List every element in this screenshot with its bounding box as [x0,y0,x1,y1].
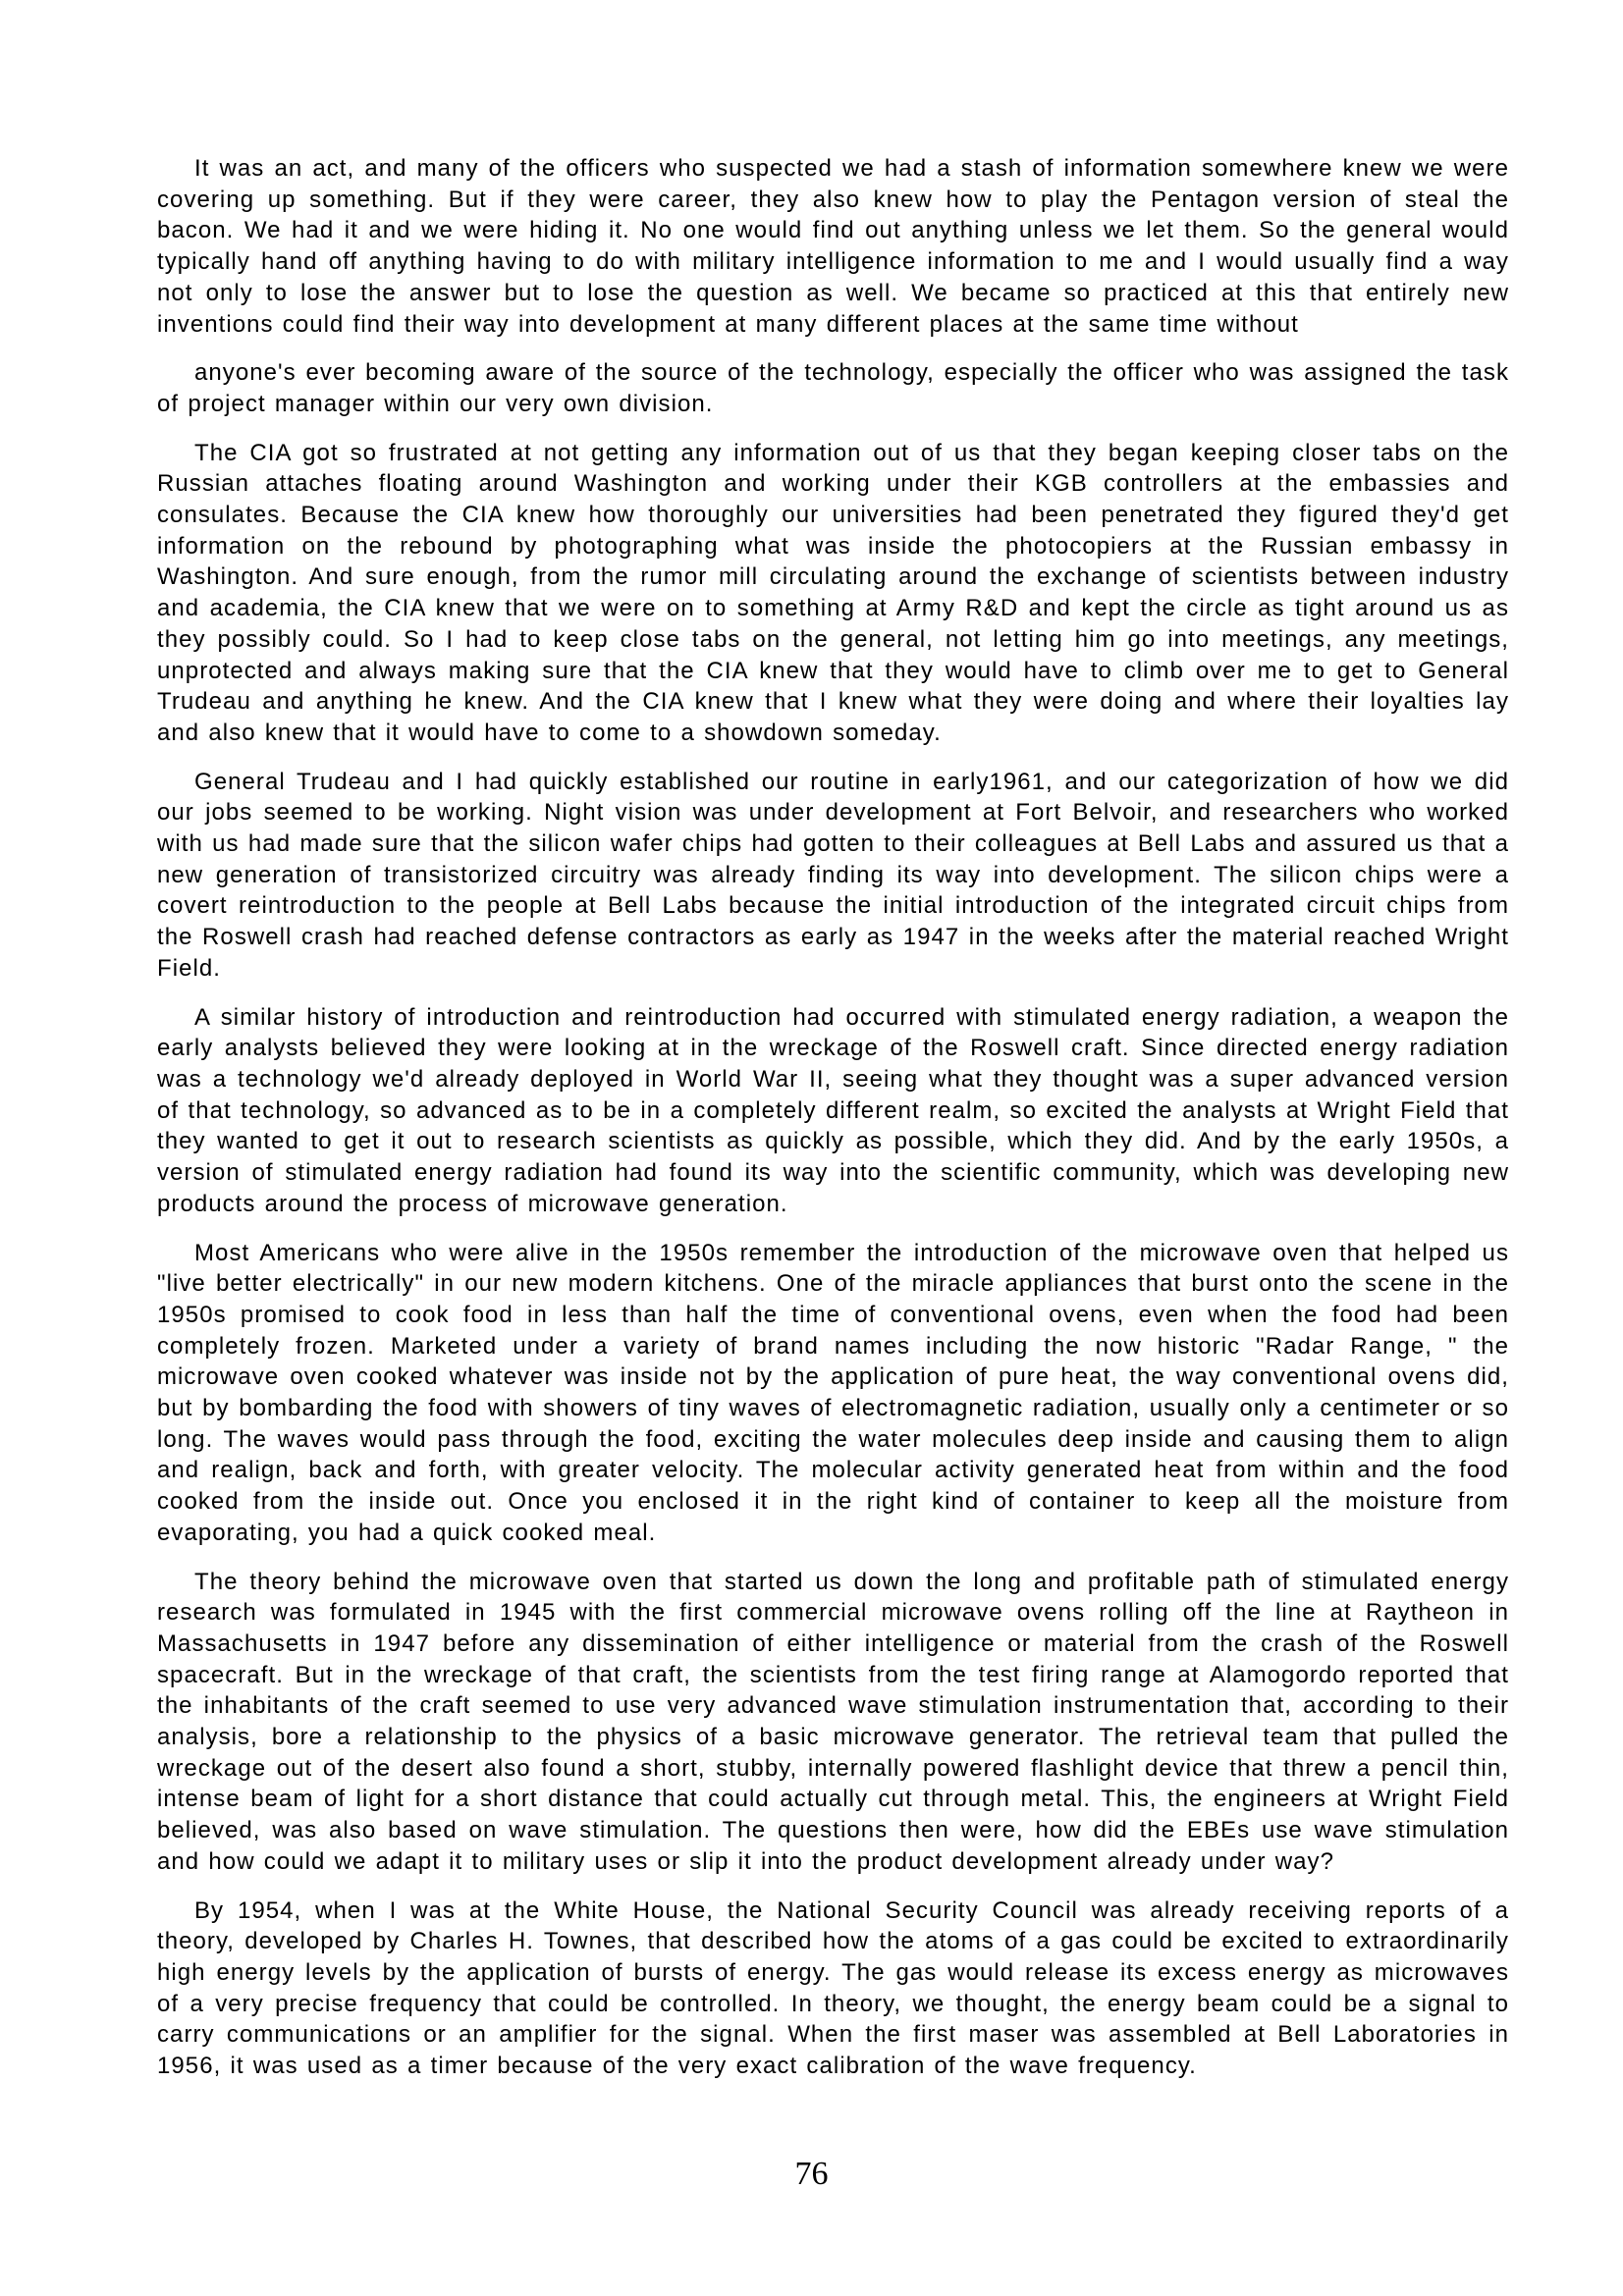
paragraph-5: A similar history of introduction and reintroduction had occurred with stimulated energy radiation, a weapon the early analysts believed they were looking at in the wreckage of the Roswell craft. Since directed energy radiation was a technology we'd already deployed in World War II, seeing what they thought was a super advanced version of that technology, so advanced as to be in a completely different realm, so excited the analysts at Wright Field that they wanted to get it out to research scientists as quickly as possible, which they did. And by the early 1950s, a version of stimulated energy radiation had found its way into the scientific community, which was developing new products around the process of microwave generation. [157,1003,1509,1217]
page-number: 76 [794,2156,829,2192]
paragraph-7: The theory behind the microwave oven that started us down the long and profitable path of stimulated energy research was formulated in 1945 with the first commercial microwave ovens rolling off the line at Raytheon in Massachusetts in 1947 before any dissemination of either intelligence or material from the crash of the Roswell spacecraft. But in the wreckage of that craft, the scientists from the test firing range at Alamogordo reported that the inhabitants of the craft seemed to use very advanced wave stimulation instrumentation that, according to their analysis, bore a relationship to the physics of a basic microwave generator. The retrieval team that pulled the wreckage out of the desert also found a short, stubby, internally powered flashlight device that threw a pencil thin, intense beam of light for a short distance that could actually cut through metal. This, the engineers at Wright Field believed, was also based on wave stimulation. The questions then were, how did the EBEs use wave stimulation and how could we adapt it to military uses or slip it into the product development already under way? [157,1568,1509,1875]
body-text [157,153,1509,2100]
paragraph-4: General Trudeau and I had quickly established our routine in early1961, and our categorization of how we did our jobs seemed to be working. Night vision was under development at Fort Belvoir, and researchers who worked with us had made sure that the silicon wafer chips had gotten to their colleagues at Bell Labs and assured us that a new generation of transistorized circuitry was already finding its way into development. The silicon chips were a covert reintroduction to the people at Bell Labs because the initial introduction of the integrated circuit chips from the Roswell crash had reached defense contractors as early as 1947 in the weeks after the material reached Wright Field. [157,768,1509,982]
paragraph-1: It was an act, and many of the officers who suspected we had a stash of information somewhere knew we were covering up something. But if they were career, they also knew how to play the Pentagon version of steal the bacon. We had it and we were hiding it. No one would find out anything unless we let them. So the general would typically hand off anything having to do with military intelligence information to me and I would usually find a way not only to lose the answer but to lose the question as well. We became so practiced at this that entirely new inventions could find their way into development at many different places at the same time without [157,155,1509,338]
paragraph-6: Most Americans who were alive in the 1950s remember the introduction of the microwave oven that helped us "live better electrically" in our new modern kitchens. One of the miracle appliances that burst onto the scene in the 1950s promised to cook food in less than half the time of conventional ovens, even when the food had been completely frozen. Marketed under a variety of brand names including the now historic "Radar Range, " the microwave oven cooked whatever was inside not by the application of pure heat, the way conventional ovens did, but by bombarding the food with showers of tiny waves of electromagnetic radiation, usually only a centimeter or so long. The waves would pass through the food, exciting the water molecules deep inside and causing them to align and realign, back and forth, with greater velocity. The molecular activity generated heat from within and the food cooked from the inside out. Once you enclosed it in the right kind of container to keep all the moisture from evaporating, you had a quick cooked meal. [157,1239,1509,1546]
paragraph-2: anyone's ever becoming aware of the source of the technology, especially the officer who was assigned the task of project manager within our very own division. [157,359,1509,417]
paragraph-3: The CIA got so frustrated at not getting any information out of us that they began keeping closer tabs on the Russian attaches floating around Washington and working under their KGB controllers at the embassies and consulates. Because the CIA knew how thoroughly our universities had been penetrated they figured they'd get information on the rebound by photographing what was inside the photocopiers at the Russian embassy in Washington. And sure enough, from the rumor mill circulating around the exchange of scientists between industry and academia, the CIA knew that we were on to something at Army R&D and kept the circle as tight around us as they possibly could. So I had to keep close tabs on the general, not letting him go into meetings, any meetings, unprotected and always making sure that the CIA knew that they would have to climb over me to get to General Trudeau and anything he knew. And the CIA knew that I knew what they were doing and where their loyalties lay and also knew that it would have to come to a showdown someday. [157,439,1509,746]
paragraph-8: By 1954, when I was at the White House, the National Security Council was already receiving reports of a theory, developed by Charles H. Townes, that described how the atoms of a gas could be excited to extraordinarily high energy levels by the application of bursts of energy. The gas would release its excess energy as microwaves of a very precise frequency that could be controlled. In theory, we thought, the energy beam could be a signal to carry communications or an amplifier for the signal. When the first maser was assembled at Bell Laboratories in 1956, it was used as a timer because of the very exact calibration of the wave frequency. [157,1896,1509,2080]
